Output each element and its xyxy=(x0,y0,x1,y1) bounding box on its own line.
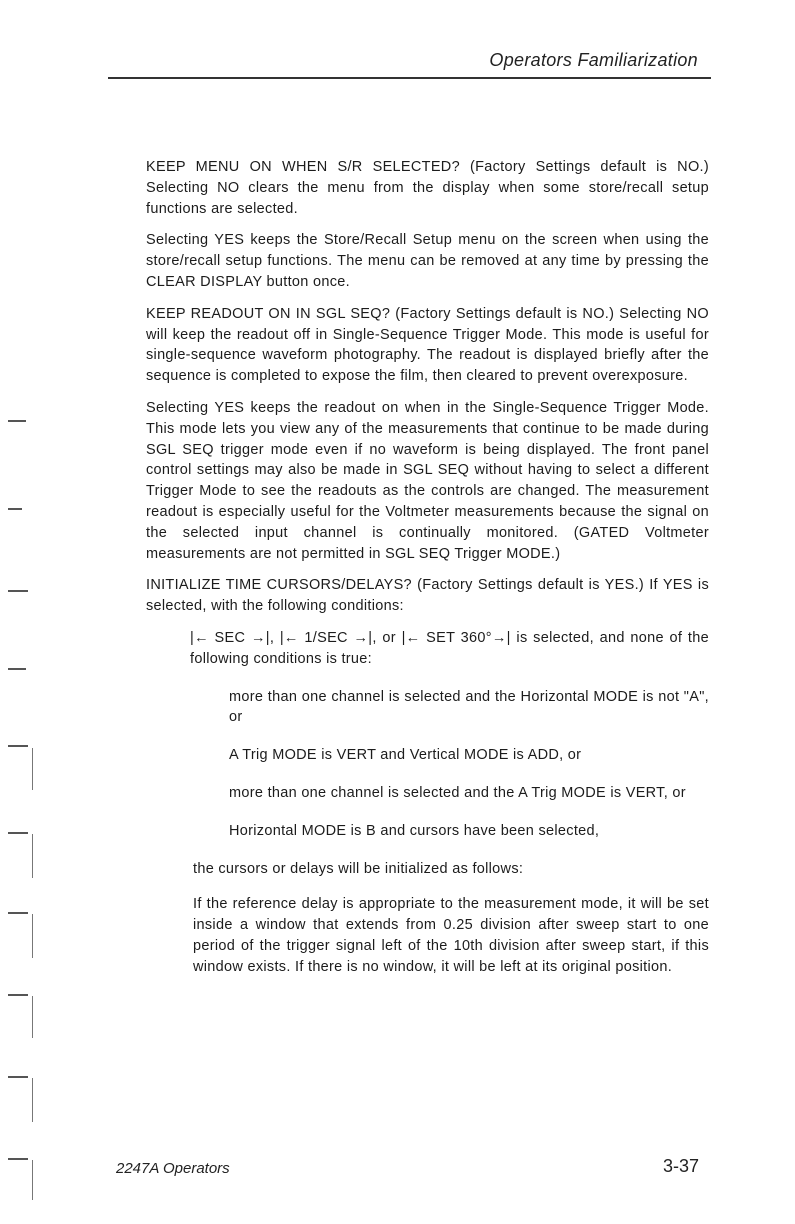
paragraph-initialize-cursors: INITIALIZE TIME CURSORS/DELAYS? (Factory Settings default is YES.) If YES is selected, with the following conditions: xyxy=(146,577,709,615)
paragraph-select-yes-readout: Selecting YES keeps the readout on when in the Single-Sequence Trigger Mode. This mode lets you view any of the measurements that continue to be made during SGL SEQ trigger mode even if no waveform is being displayed. The front panel control settings may also be made in SGL SEQ without having to select a different Trigger Mode to see the readouts as the controls are changed. The measurement readout is especially useful for the Voltmeter measurements because the signal on the selected input channel is continually monitored. (GATED Voltmeter measurements are not permitted in SGL SEQ Trigger MODE.) xyxy=(146,399,709,562)
condition-item: Horizontal MODE is B and cursors have been selected, xyxy=(229,822,600,839)
paragraph-select-yes-menu: Selecting YES keeps the Store/Recall Setup menu on the screen when using the store/recall setup functions. The menu can be removed at any time by pressing the CLEAR DISPLAY button once. xyxy=(146,232,709,290)
paragraph-keep-readout: KEEP READOUT ON IN SGL SEQ? (Factory Settings default is NO.) Selecting NO will keep the readout off in Single-Sequence Trigger Mode. This mode is useful for single-sequence waveform photography. The readout is displayed briefly after the sequence is completed to expose the film, then cleared to prevent overexposure. xyxy=(146,305,709,385)
initialization-description: If the reference delay is appropriate to the measurement mode, it will be set inside a window that extends from 0.25 division after sweep start to one period of the trigger signal left of the 10th division after sweep start, if this window exists. If there is no window, it will be left at its original position. xyxy=(193,896,709,975)
footer-manual-title: 2247A Operators xyxy=(116,1160,230,1177)
footer-page-number: 3-37 xyxy=(662,1156,699,1176)
initialization-lead-in: the cursors or delays will be initialized as follows: xyxy=(193,860,524,877)
condition-item: A Trig MODE is VERT and Vertical MODE is ADD, or xyxy=(229,747,582,764)
header-divider xyxy=(108,77,711,79)
binder-edge-marks xyxy=(0,0,40,1224)
condition-intro: |← SEC →|, |← 1/SEC →|, or |← SET 360°→| is selected, and none of the following conditions is true: xyxy=(190,629,709,667)
condition-item: more than one channel is selected and the A Trig MODE is VERT, or xyxy=(229,784,686,801)
page-header-title: Operators Familiarization xyxy=(489,50,698,70)
condition-item: more than one channel is selected and the Horizontal MODE is not "A", or xyxy=(229,688,709,726)
page-body xyxy=(146,157,709,993)
paragraph-keep-menu: KEEP MENU ON WHEN S/R SELECTED? (Factory Settings default is NO.) Selecting NO clears the menu from the display when some store/recall setup functions are selected. xyxy=(146,159,709,217)
